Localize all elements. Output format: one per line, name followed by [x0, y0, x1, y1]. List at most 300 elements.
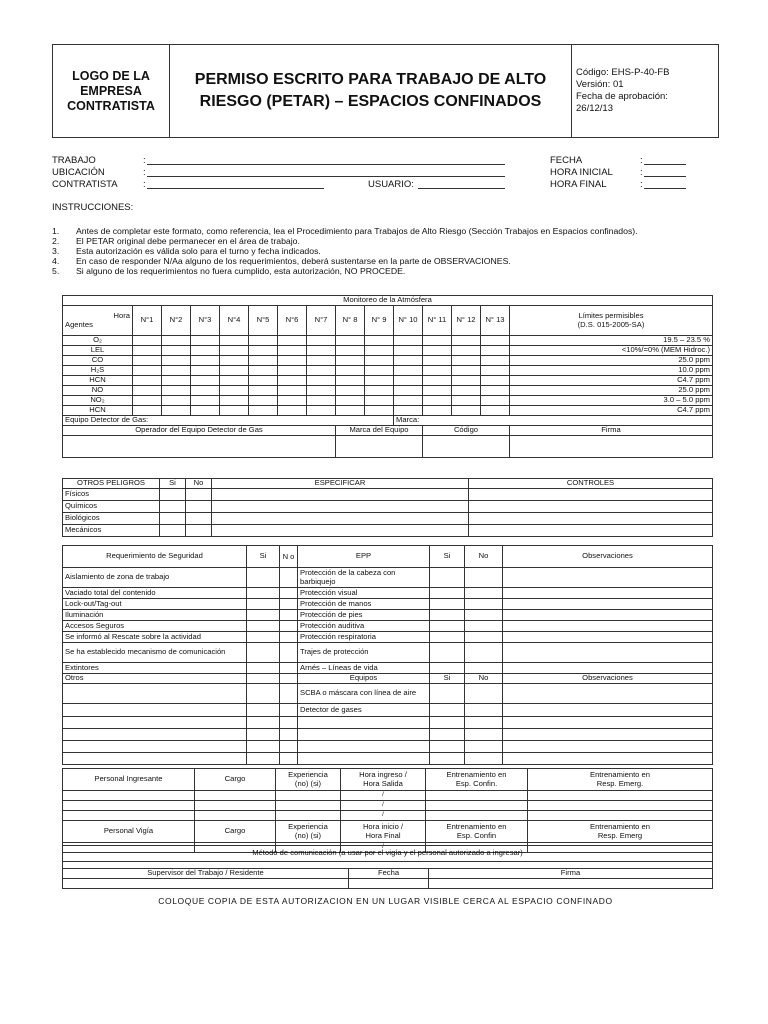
- reading-cell[interactable]: [481, 336, 510, 346]
- reading-cell[interactable]: [249, 356, 278, 366]
- reading-cell[interactable]: [481, 386, 510, 396]
- limit-value: 10.0 ppm: [510, 366, 713, 376]
- reading-cell[interactable]: [394, 376, 423, 386]
- confined-training-entry[interactable]: [426, 791, 528, 801]
- instruction-item: [52, 236, 638, 246]
- ppe-yes-cell[interactable]: [430, 588, 465, 599]
- reading-cell[interactable]: [191, 366, 220, 376]
- reading-cell[interactable]: [220, 336, 249, 346]
- ppe-no-cell[interactable]: [465, 588, 503, 599]
- others-no-cell[interactable]: [280, 704, 298, 717]
- reading-cell[interactable]: [365, 376, 394, 386]
- colon: :: [143, 179, 146, 190]
- time-entry[interactable]: /: [341, 843, 426, 853]
- ppe-yes-cell[interactable]: [430, 621, 465, 632]
- supervisor-date-entry[interactable]: [349, 879, 429, 889]
- reading-cell[interactable]: [336, 366, 365, 376]
- req-no-cell[interactable]: [280, 568, 298, 588]
- reading-cell[interactable]: [191, 346, 220, 356]
- hazard-specify-cell[interactable]: [212, 525, 469, 537]
- personnel-name-entry[interactable]: [63, 811, 195, 821]
- requirement-item: Extintores: [63, 663, 247, 674]
- reading-cell[interactable]: [452, 406, 481, 416]
- reading-cell[interactable]: [452, 366, 481, 376]
- reading-cell[interactable]: [220, 376, 249, 386]
- reading-cell[interactable]: [423, 376, 452, 386]
- experience-entry[interactable]: [276, 801, 341, 811]
- field-hora-inicial[interactable]: [644, 176, 686, 177]
- equip-yes-cell[interactable]: [430, 729, 465, 741]
- ppe-no-cell[interactable]: [465, 568, 503, 588]
- reading-cell[interactable]: [481, 406, 510, 416]
- hazard-yes-cell[interactable]: [160, 525, 186, 537]
- reading-cell[interactable]: [278, 356, 307, 366]
- reading-cell[interactable]: [423, 346, 452, 356]
- yes-header: Si: [430, 546, 465, 568]
- hazard-yes-cell[interactable]: [160, 513, 186, 525]
- reading-cell[interactable]: [191, 336, 220, 346]
- reading-cell[interactable]: [307, 396, 336, 406]
- equip-yes-cell[interactable]: [430, 717, 465, 729]
- reading-cell[interactable]: [278, 336, 307, 346]
- reading-cell[interactable]: [278, 396, 307, 406]
- requirement-item: Accesos Seguros: [63, 621, 247, 632]
- agent-name: LEL: [63, 346, 133, 356]
- footer-note: COLOQUE COPIA DE ESTA AUTORIZACION EN UN LUGAR VISIBLE CERCA AL ESPACIO CONFINADO: [158, 896, 613, 906]
- reading-cell[interactable]: [162, 346, 191, 356]
- reading-cell[interactable]: [365, 346, 394, 356]
- reading-cell[interactable]: [249, 346, 278, 356]
- monitoring-title: Monitoreo de la Atmósfera: [63, 296, 713, 306]
- reading-cell[interactable]: [452, 356, 481, 366]
- hazard-yes-cell[interactable]: [160, 501, 186, 513]
- ppe-no-cell[interactable]: [465, 632, 503, 643]
- ppe-no-cell[interactable]: [465, 599, 503, 610]
- reading-cell[interactable]: [452, 336, 481, 346]
- label-ubicacion: UBICACIÓN: [52, 167, 105, 178]
- equip-observation-cell[interactable]: [503, 704, 713, 717]
- reading-cell[interactable]: [133, 366, 162, 376]
- reading-cell[interactable]: [481, 356, 510, 366]
- table-row: [63, 821, 713, 843]
- equip-no-cell[interactable]: [465, 741, 503, 753]
- others-no-cell[interactable]: [280, 684, 298, 704]
- reading-cell[interactable]: [307, 366, 336, 376]
- reading-cell[interactable]: [307, 376, 336, 386]
- reading-cell[interactable]: [249, 336, 278, 346]
- reading-column-header: N°2: [162, 306, 191, 336]
- reading-cell[interactable]: [452, 386, 481, 396]
- confined-training-entry[interactable]: [426, 801, 528, 811]
- field-fecha[interactable]: [644, 164, 686, 165]
- reading-cell[interactable]: [191, 386, 220, 396]
- equip-yes-cell[interactable]: [430, 753, 465, 765]
- reading-cell[interactable]: [394, 406, 423, 416]
- reading-cell[interactable]: [336, 376, 365, 386]
- time-header: Hora ingreso / Hora Salida: [341, 769, 426, 791]
- equip-yes-cell[interactable]: [430, 684, 465, 704]
- others-entry[interactable]: [63, 729, 247, 741]
- instruction-item: [52, 256, 638, 266]
- hazard-controls-cell[interactable]: [469, 501, 713, 513]
- reading-cell[interactable]: [481, 346, 510, 356]
- reading-cell[interactable]: [336, 356, 365, 366]
- ppe-no-cell[interactable]: [465, 621, 503, 632]
- reading-cell[interactable]: [481, 396, 510, 406]
- reading-cell[interactable]: [423, 396, 452, 406]
- reading-cell[interactable]: [365, 406, 394, 416]
- supervisor-signature-entry[interactable]: [429, 879, 713, 889]
- reading-cell[interactable]: [278, 386, 307, 396]
- field-ubicacion[interactable]: [147, 176, 505, 177]
- ppe-yes-cell[interactable]: [430, 663, 465, 674]
- reading-cell[interactable]: [307, 406, 336, 416]
- field-trabajo[interactable]: [147, 164, 505, 165]
- reading-cell[interactable]: [423, 356, 452, 366]
- req-no-cell[interactable]: [280, 588, 298, 599]
- req-no-cell[interactable]: [280, 621, 298, 632]
- others-yes-cell[interactable]: [247, 684, 280, 704]
- equipment-entry[interactable]: [298, 753, 430, 765]
- experience-header: Experiencia (no) (si): [276, 769, 341, 791]
- confined-training-entry[interactable]: [426, 811, 528, 821]
- reading-cell[interactable]: [423, 336, 452, 346]
- hazard-specify-cell[interactable]: [212, 501, 469, 513]
- others-yes-cell[interactable]: [247, 753, 280, 765]
- reading-column-header: N° 11: [423, 306, 452, 336]
- others-entry[interactable]: [63, 741, 247, 753]
- equip-observation-cell[interactable]: [503, 753, 713, 765]
- time-entry[interactable]: /: [341, 811, 426, 821]
- req-no-cell[interactable]: [280, 663, 298, 674]
- reading-cell[interactable]: [133, 376, 162, 386]
- reading-cell[interactable]: [336, 386, 365, 396]
- reading-cell[interactable]: [307, 386, 336, 396]
- position-entry[interactable]: [195, 811, 276, 821]
- equip-no-cell[interactable]: [465, 717, 503, 729]
- experience-entry[interactable]: [276, 811, 341, 821]
- reading-cell[interactable]: [481, 376, 510, 386]
- reading-column-header: N°4: [220, 306, 249, 336]
- label-contratista: CONTRATISTA: [52, 179, 118, 190]
- reading-cell[interactable]: [162, 406, 191, 416]
- reading-cell[interactable]: [336, 396, 365, 406]
- reading-column-header: N°6: [278, 306, 307, 336]
- equip-observation-cell[interactable]: [503, 741, 713, 753]
- reading-cell[interactable]: [307, 336, 336, 346]
- reading-cell[interactable]: [220, 406, 249, 416]
- limit-value: 19.5 – 23.5 %: [510, 336, 713, 346]
- instruction-number: 3.: [52, 246, 60, 256]
- reading-cell[interactable]: [133, 356, 162, 366]
- equip-yes-cell[interactable]: [430, 704, 465, 717]
- reading-cell[interactable]: [307, 346, 336, 356]
- equipment-brand-entry[interactable]: [336, 436, 423, 458]
- req-yes-cell[interactable]: [247, 643, 280, 663]
- reading-cell[interactable]: [191, 376, 220, 386]
- experience-entry[interactable]: [276, 791, 341, 801]
- table-row: [63, 525, 713, 537]
- reading-cell[interactable]: [423, 366, 452, 376]
- supervisor-name-entry[interactable]: [63, 879, 349, 889]
- reading-cell[interactable]: [133, 386, 162, 396]
- reading-cell[interactable]: [452, 376, 481, 386]
- colon: :: [640, 179, 643, 190]
- personnel-name-entry[interactable]: [63, 801, 195, 811]
- atmosphere-monitoring-table: [62, 295, 713, 458]
- field-hora-final[interactable]: [644, 188, 686, 189]
- label-trabajo: TRABAJO: [52, 155, 96, 166]
- ppe-observation-cell[interactable]: [503, 643, 713, 663]
- others-label: Otros: [63, 674, 247, 684]
- req-yes-cell[interactable]: [247, 599, 280, 610]
- reading-cell[interactable]: [365, 396, 394, 406]
- others-yes-cell[interactable]: [247, 674, 280, 684]
- communication-entry[interactable]: [63, 862, 713, 869]
- equip-yes-cell[interactable]: [430, 741, 465, 753]
- ppe-yes-cell[interactable]: [430, 610, 465, 621]
- instructions-list: [52, 226, 638, 276]
- personnel-name-entry[interactable]: [63, 791, 195, 801]
- reading-cell[interactable]: [452, 346, 481, 356]
- req-yes-cell[interactable]: [247, 663, 280, 674]
- others-no-cell[interactable]: [280, 717, 298, 729]
- table-row: [63, 801, 713, 811]
- reading-cell[interactable]: [365, 336, 394, 346]
- others-no-cell[interactable]: [280, 674, 298, 684]
- table-row: [63, 436, 713, 458]
- equip-no-cell[interactable]: [465, 729, 503, 741]
- table-row: [63, 489, 713, 501]
- emergency-training-entry[interactable]: [528, 811, 713, 821]
- others-entry[interactable]: [63, 704, 247, 717]
- label-fecha: FECHA: [550, 155, 583, 166]
- reading-cell[interactable]: [191, 406, 220, 416]
- equipment-entry[interactable]: [298, 729, 430, 741]
- position-entry[interactable]: [195, 801, 276, 811]
- hazard-yes-cell[interactable]: [160, 489, 186, 501]
- ppe-observation-cell[interactable]: [503, 663, 713, 674]
- table-row: [63, 513, 713, 525]
- field-usuario[interactable]: [418, 188, 505, 189]
- limit-value: 3.0 – 5.0 ppm: [510, 396, 713, 406]
- hazard-no-cell[interactable]: [186, 501, 212, 513]
- reading-cell[interactable]: [278, 406, 307, 416]
- equip-observation-cell[interactable]: [503, 684, 713, 704]
- signature-entry[interactable]: [510, 436, 713, 458]
- reading-cell[interactable]: [365, 386, 394, 396]
- time-entry[interactable]: /: [341, 791, 426, 801]
- emergency-training-entry[interactable]: [528, 801, 713, 811]
- reading-cell[interactable]: [133, 346, 162, 356]
- req-yes-cell[interactable]: [247, 610, 280, 621]
- operator-header: Operador del Equipo Detector de Gas: [63, 426, 336, 436]
- ppe-observation-cell[interactable]: [503, 632, 713, 643]
- equip-observation-cell[interactable]: [503, 729, 713, 741]
- ppe-observation-cell[interactable]: [503, 610, 713, 621]
- label-usuario: USUARIO:: [368, 179, 414, 190]
- reading-cell[interactable]: [307, 356, 336, 366]
- emergency-training-header: Entrenamiento en Resp. Emerg.: [528, 769, 713, 791]
- table-row: [63, 643, 713, 663]
- reading-cell[interactable]: [249, 406, 278, 416]
- experience-header: Experiencia (no) (si): [276, 821, 341, 843]
- agent-name: HCN: [63, 406, 133, 416]
- others-entry[interactable]: [63, 753, 247, 765]
- reading-cell[interactable]: [394, 386, 423, 396]
- ppe-yes-cell[interactable]: [430, 643, 465, 663]
- colon: :: [143, 167, 146, 178]
- reading-cell[interactable]: [394, 336, 423, 346]
- reading-cell[interactable]: [249, 366, 278, 376]
- others-entry[interactable]: [63, 684, 247, 704]
- reading-cell[interactable]: [162, 386, 191, 396]
- reading-cell[interactable]: [278, 376, 307, 386]
- reading-cell[interactable]: [162, 336, 191, 346]
- reading-cell[interactable]: [278, 366, 307, 376]
- signature-header: Firma: [510, 426, 713, 436]
- reading-cell[interactable]: [249, 386, 278, 396]
- reading-cell[interactable]: [249, 396, 278, 406]
- supervisor-date-label: Fecha: [349, 869, 429, 879]
- position-entry[interactable]: [195, 791, 276, 801]
- req-no-cell[interactable]: [280, 599, 298, 610]
- code-entry[interactable]: [423, 436, 510, 458]
- ppe-observation-cell[interactable]: [503, 621, 713, 632]
- ppe-no-cell[interactable]: [465, 663, 503, 674]
- reading-cell[interactable]: [423, 386, 452, 396]
- ppe-item: Protección de pies: [298, 610, 430, 621]
- reading-column-header: N° 12: [452, 306, 481, 336]
- no-header: No: [465, 546, 503, 568]
- req-yes-cell[interactable]: [247, 588, 280, 599]
- ppe-no-cell[interactable]: [465, 643, 503, 663]
- requirement-item: Aislamiento de zona de trabajo: [63, 568, 247, 588]
- others-yes-cell[interactable]: [247, 741, 280, 753]
- equipment-brand-header: Marca del Equipo: [336, 426, 423, 436]
- reading-cell[interactable]: [394, 346, 423, 356]
- ppe-observation-cell[interactable]: [503, 599, 713, 610]
- instruction-text: En caso de responder N/Aa alguno de los requerimientos, deberá sustentarse en la parte de OBSERVACIONES.: [76, 256, 511, 266]
- hazard-controls-cell[interactable]: [469, 489, 713, 501]
- ppe-yes-cell[interactable]: [430, 599, 465, 610]
- reading-cell[interactable]: [220, 356, 249, 366]
- reading-cell[interactable]: [220, 366, 249, 376]
- table-row: [63, 406, 713, 416]
- agent-name: NO: [63, 386, 133, 396]
- req-yes-cell[interactable]: [247, 621, 280, 632]
- reading-cell[interactable]: [133, 336, 162, 346]
- ppe-observation-cell[interactable]: [503, 588, 713, 599]
- equip-no-cell[interactable]: [465, 704, 503, 717]
- ppe-item: Protección respiratoria: [298, 632, 430, 643]
- equipment-entry[interactable]: [298, 717, 430, 729]
- req-yes-cell[interactable]: [247, 632, 280, 643]
- personnel-header: Personal Ingresante: [63, 769, 195, 791]
- reading-cell[interactable]: [365, 366, 394, 376]
- others-yes-cell[interactable]: [247, 704, 280, 717]
- table-row: [63, 366, 713, 376]
- time-entry[interactable]: /: [341, 801, 426, 811]
- reading-cell[interactable]: [162, 376, 191, 386]
- reading-cell[interactable]: [133, 396, 162, 406]
- hazard-type: Mecánicos: [63, 525, 160, 537]
- equip-observation-cell[interactable]: [503, 717, 713, 729]
- reading-cell[interactable]: [162, 356, 191, 366]
- others-yes-cell[interactable]: [247, 717, 280, 729]
- hazard-specify-cell[interactable]: [212, 489, 469, 501]
- reading-cell[interactable]: [133, 406, 162, 416]
- reading-cell[interactable]: [365, 356, 394, 366]
- others-no-cell[interactable]: [280, 753, 298, 765]
- field-contratista[interactable]: [147, 188, 324, 189]
- hazard-type: Biológicos: [63, 513, 160, 525]
- limit-value: 25.0 ppm: [510, 356, 713, 366]
- ppe-observation-cell[interactable]: [503, 568, 713, 588]
- reading-cell[interactable]: [162, 366, 191, 376]
- reading-cell[interactable]: [336, 346, 365, 356]
- req-no-cell[interactable]: [280, 643, 298, 663]
- reading-cell[interactable]: [191, 356, 220, 366]
- instruction-item: [52, 226, 638, 236]
- others-no-cell[interactable]: [280, 729, 298, 741]
- reading-cell[interactable]: [220, 396, 249, 406]
- req-no-cell[interactable]: [280, 610, 298, 621]
- yes-header: Si: [160, 479, 186, 489]
- communication-method: Método de comunicación (a usar por el vigía y el personal autorizado a ingresar): [63, 846, 713, 862]
- req-yes-cell[interactable]: [247, 568, 280, 588]
- table-row: [63, 621, 713, 632]
- others-entry[interactable]: [63, 717, 247, 729]
- equipment-entry[interactable]: [298, 741, 430, 753]
- confined-training-header: Entrenamiento en Esp. Confin.: [426, 769, 528, 791]
- hazard-controls-cell[interactable]: [469, 513, 713, 525]
- hazard-no-cell[interactable]: [186, 513, 212, 525]
- reading-cell[interactable]: [452, 396, 481, 406]
- others-yes-cell[interactable]: [247, 729, 280, 741]
- reading-cell[interactable]: [191, 396, 220, 406]
- reading-cell[interactable]: [249, 376, 278, 386]
- reading-cell[interactable]: [394, 356, 423, 366]
- ppe-yes-cell[interactable]: [430, 632, 465, 643]
- emergency-training-entry[interactable]: [528, 791, 713, 801]
- ppe-yes-cell[interactable]: [430, 568, 465, 588]
- others-no-cell[interactable]: [280, 741, 298, 753]
- reading-cell[interactable]: [423, 406, 452, 416]
- reading-cell[interactable]: [394, 366, 423, 376]
- equip-no-cell[interactable]: [465, 684, 503, 704]
- table-row: [63, 811, 713, 821]
- reading-cell[interactable]: [394, 396, 423, 406]
- position-header: Cargo: [195, 769, 276, 791]
- reading-cell[interactable]: [481, 366, 510, 376]
- hazard-no-cell[interactable]: [186, 525, 212, 537]
- operator-entry[interactable]: [63, 436, 336, 458]
- ppe-no-cell[interactable]: [465, 610, 503, 621]
- hazard-controls-cell[interactable]: [469, 525, 713, 537]
- reading-cell[interactable]: [162, 396, 191, 406]
- reading-cell[interactable]: [336, 406, 365, 416]
- req-no-cell[interactable]: [280, 632, 298, 643]
- equip-no-cell[interactable]: [465, 753, 503, 765]
- reading-cell[interactable]: [278, 346, 307, 356]
- reading-cell[interactable]: [220, 346, 249, 356]
- ppe-item: Protección visual: [298, 588, 430, 599]
- reading-cell[interactable]: [336, 336, 365, 346]
- hazard-no-cell[interactable]: [186, 489, 212, 501]
- hazard-specify-cell[interactable]: [212, 513, 469, 525]
- reading-cell[interactable]: [220, 386, 249, 396]
